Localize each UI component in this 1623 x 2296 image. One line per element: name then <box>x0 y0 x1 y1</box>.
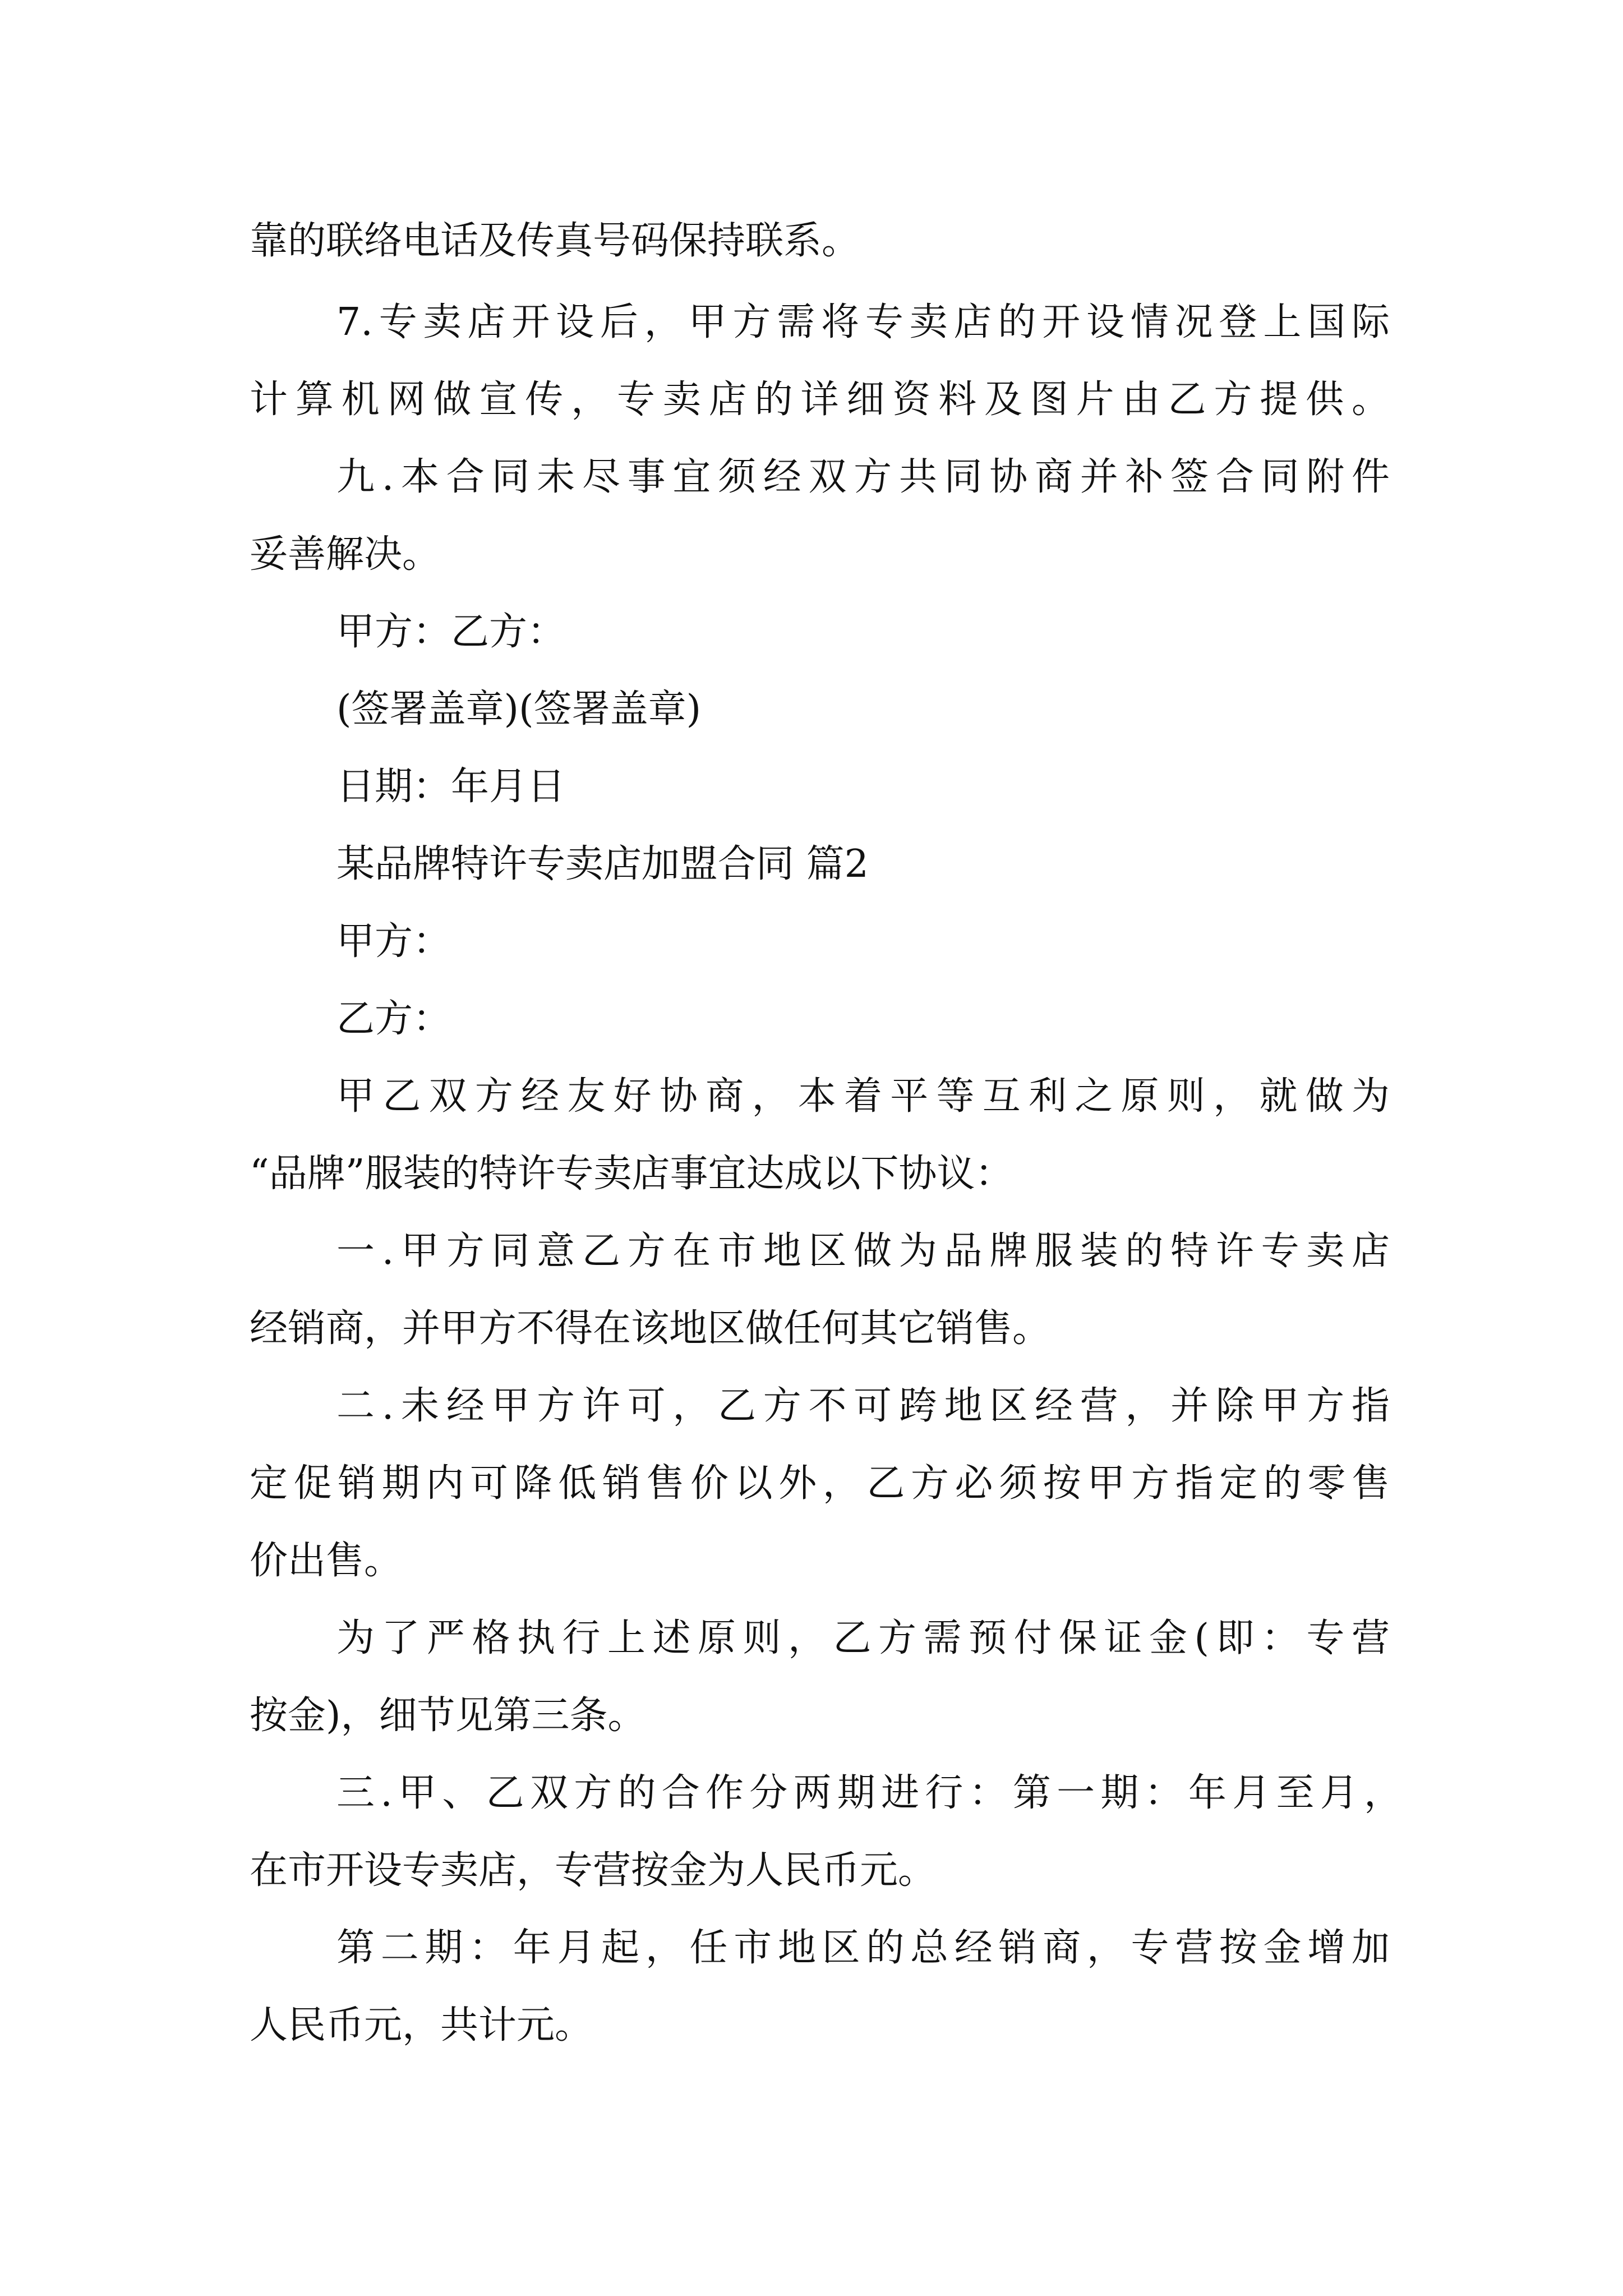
text-line: 第二期：年月起，任市地区的总经销商，专营按金增加 <box>336 1926 1390 1970</box>
text-line: 按金)，细节见第三条。 <box>250 1694 646 1738</box>
text-line: “品牌”服装的特许专卖店事宜达成以下协议： <box>250 1152 1013 1196</box>
text-line: 靠的联络电话及传真号码保持联系。 <box>250 219 860 263</box>
text-line: 九.本合同未尽事宜须经双方共同协商并补签合同附件 <box>336 455 1390 499</box>
signature-stamps: (签署盖章)(签署盖章) <box>336 687 702 731</box>
text-line: 7.专卖店开设后，甲方需将专卖店的开设情况登上国际 <box>336 300 1390 344</box>
text-line: 三.甲、乙双方的合作分两期进行：第一期：年月至月， <box>336 1771 1402 1815</box>
text-line: 人民币元，共计元。 <box>250 2003 593 2047</box>
text-line: 在市开设专卖店，专营按金为人民币元。 <box>250 1848 937 1893</box>
text-line: 甲乙双方经友好协商，本着平等互利之原则，就做为 <box>336 1074 1390 1119</box>
signature-parties: 甲方：乙方： <box>336 610 566 654</box>
signature-date: 日期：年月日 <box>336 765 566 809</box>
text-line: 计算机网做宣传，专卖店的详细资料及图片由乙方提供。 <box>250 378 1390 422</box>
section-title: 某品牌特许专卖店加盟合同 篇2 <box>336 842 869 886</box>
text-line: 为了严格执行上述原则，乙方需预付保证金(即：专营 <box>336 1616 1390 1660</box>
text-line: 价出售。 <box>250 1539 403 1583</box>
text-line: 妥善解决。 <box>250 532 441 577</box>
text-line: 一.甲方同意乙方在市地区做为品牌服装的特许专卖店 <box>336 1229 1390 1273</box>
party-b-label: 乙方： <box>336 997 451 1041</box>
text-line: 定促销期内可降低销售价以外，乙方必须按甲方指定的零售 <box>250 1461 1390 1506</box>
text-line: 二.未经甲方许可，乙方不可跨地区经营，并除甲方指 <box>336 1384 1390 1428</box>
text-line: 经销商，并甲方不得在该地区做任何其它销售。 <box>250 1306 1051 1351</box>
party-a-label: 甲方： <box>336 919 451 964</box>
